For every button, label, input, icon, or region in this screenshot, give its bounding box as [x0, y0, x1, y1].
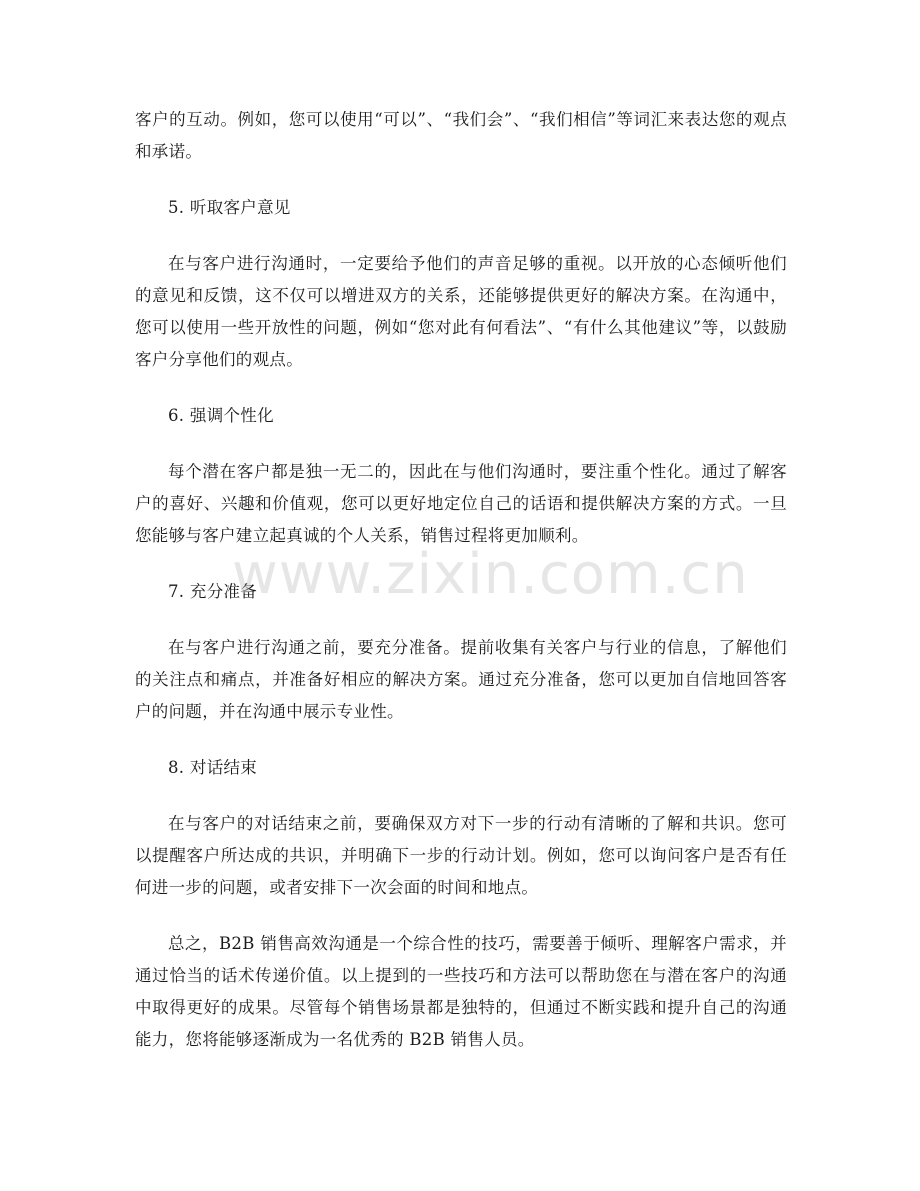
- paragraph-closing-conversation: 在与客户的对话结束之前，要确保双方对下一步的行动有清晰的了解和共识。您可以提醒客户所达成的共识，并明确下一步的行动计划。例如，您可以询问客户是否有任何进一步的问题，或者安排下一次会面的时间和地点。: [135, 814, 787, 897]
- section-heading-8: 8. 对话结束: [168, 758, 258, 777]
- paragraph-personalize: 每个潜在客户都是独一无二的，因此在与他们沟通时，要注重个性化。通过了解客户的喜好、兴趣和价值观，您可以更好地定位自己的话语和提供解决方案的方式。一旦您能够与客户建立起真诚的个人关系，销售过程将更加顺利。: [135, 462, 787, 545]
- document-body: [135, 104, 787, 1080]
- section-heading-5: 5. 听取客户意见: [168, 198, 291, 217]
- paragraph-prepare: 在与客户进行沟通之前，要充分准备。提前收集有关客户与行业的信息，了解他们的关注点和痛点，并准备好相应的解决方案。通过充分准备，您可以更加自信地回答客户的问题，并在沟通中展示专业性。: [135, 638, 787, 721]
- watermark: www.zixin.com.cn: [232, 542, 749, 607]
- section-heading-6: 6. 强调个性化: [168, 406, 274, 425]
- paragraph-summary: 总之，B2B 销售高效沟通是一个综合性的技巧，需要善于倾听、理解客户需求，并通过恰当的话术传递价值。以上提到的一些技巧和方法可以帮助您在与潜在客户的沟通中取得更好的成果。尽管每个销售场景都是独特的，但通过不断实践和提升自己的沟通能力，您将能够逐渐成为一名优秀的 B2B 销售人员。: [135, 934, 787, 1049]
- section-heading-7: 7. 充分准备: [168, 582, 258, 601]
- paragraph-continued: 客户的互动。例如，您可以使用“可以”、“我们会”、“我们相信”等词汇来表达您的观点和承诺。: [135, 110, 787, 161]
- paragraph-listen: 在与客户进行沟通时，一定要给予他们的声音足够的重视。以开放的心态倾听他们的意见和反馈，这不仅可以增进双方的关系，还能够提供更好的解决方案。在沟通中，您可以使用一些开放性的问题，例如“您对此有何看法”、“有什么其他建议”等，以鼓励客户分享他们的观点。: [135, 254, 787, 369]
